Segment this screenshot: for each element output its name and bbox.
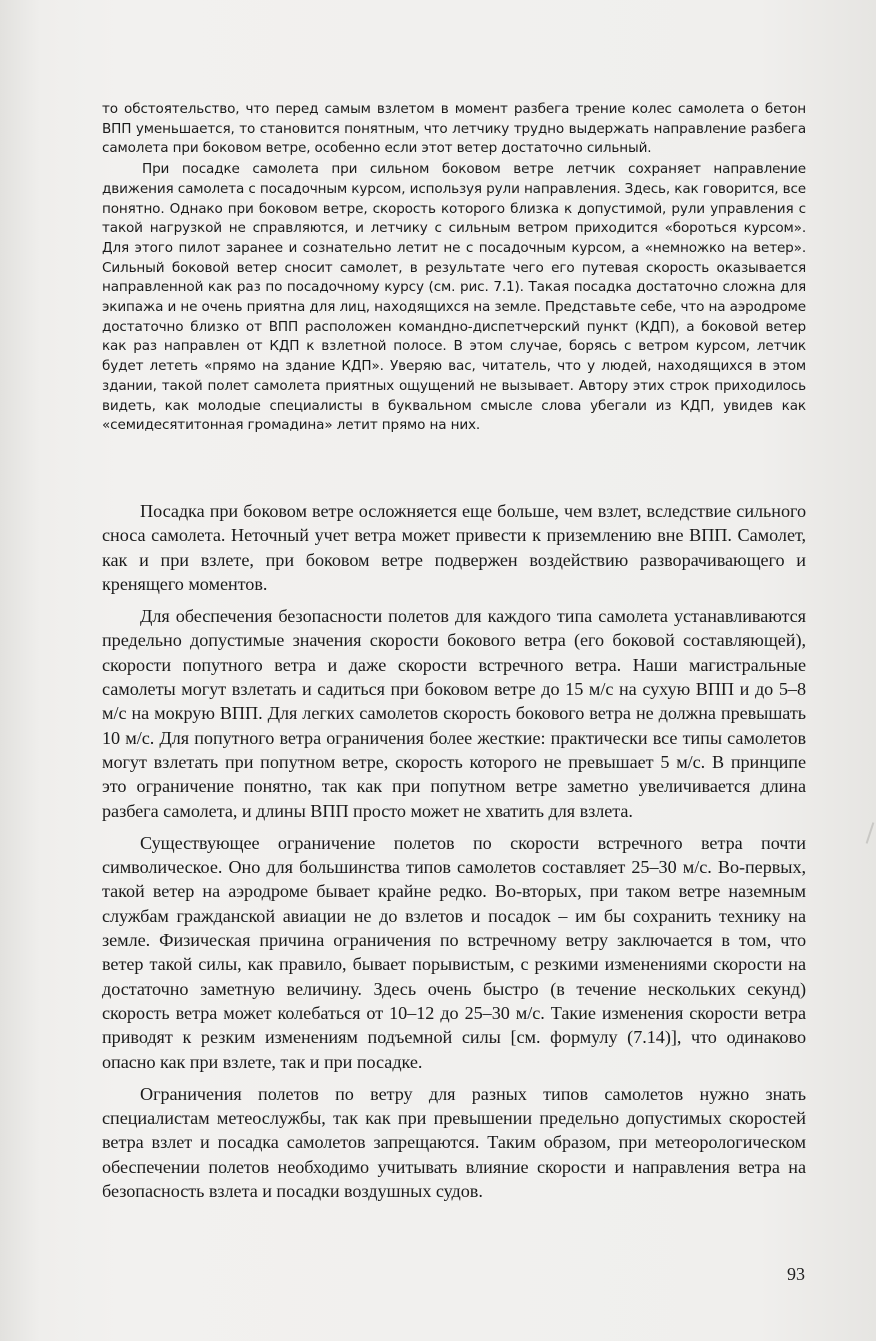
paragraph-landing-crosswind: При посадке самолета при сильном боковом ветре летчик сохраняет направление движения самолета с посадочным курсом, используя рули направления. Здесь, как говорится, все понятно. Однако при боковом ветре, скорость которого близка к допустимой, рули управления с такой нагрузкой не справляются, и летчику с сильным ветром приходится «бороться курсом». Для этого пилот заранее и сознательно летит не с посадочным курсом, а «немножко на ветер». Сильный боковой ветер сносит самолет, в результате чего его путевая скорость оказывается направленной как раз по посадочному курсу (см. рис. 7.1). Такая посадка достаточно сложна для экипажа и не очень приятна для лиц, находящихся на земле. Представьте себе, что на аэродроме достаточно близко от ВПП расположен командно-диспетчерский пункт (КДП), а боковой ветер как раз направлен от КДП к взлетной полосе. В этом случае, борясь с ветром курсом, летчик будет лететь «прямо на здание КДП». Уверяю вас, читатель, что у людей, находящихся в этом здании, такой полет самолета приятных ощущений не вызывает. Автору этих строк приходилось видеть, как молодые специалисты в буквальном смысле слова убегали из КДП, увидев как «семидесятитонная громадина» летит прямо на них. [102,161,806,434]
paragraph-continuation: то обстоятельство, что перед самым взлетом в момент разбега трение колес самолета о бетон ВПП уменьшается, то становится понятным, что летчику трудно выдержать направление разбега самолета при боковом ветре, особенно если этот ветер достаточно сильный. [102,101,806,157]
serif-text-block [102,499,806,1211]
paragraph-landing-drift: Посадка при боковом ветре осложняется еще больше, чем взлет, вследствие сильного сноса самолета. Неточный учет ветра может привести к приземлению вне ВПП. Самолет, как и при взлете, при боковом ветре подвержен воздействию разворачивающего и кренящего моментов. [102,501,806,594]
scan-mark [866,822,875,844]
page-number: 93 [787,1264,805,1284]
paragraph-headwind-limit: Существующее ограничение полетов по скорости встречного ветра почти символическое. Оно для большинства типов самолетов составляет 25–30 м/с. Во-первых, такой ветер на аэродроме бывает крайне редко. Во-вторых, при таком ветре наземным службам гражданской авиации не до взлетов и посадок – им бы сохранить технику на земле. Физическая причина ограничения по встречному ветру заключается в том, что ветер такой силы, как правило, бывает порывистым, с резкими изменениями скорости на достаточно заметную величину. Здесь очень быстро (в течение нескольких секунд) скорость ветра может колебаться от 10–12 до 25–30 м/с. Такие изменения скорости ветра приводят к резким изменениям подъемной силы [см. формулу (7.14)], что одинаково опасно как при взлете, так и при посадке. [102,832,806,1072]
paragraph-meteo-service: Ограничения полетов по ветру для разных типов самолетов нужно знать специалистам метеослужбы, так как при превышении предельно допустимых скоростей ветра взлет и посадка самолетов запрещаются. Таким образом, при метеорологическом обеспечении полетов необходимо учитывать влияние скорости и направления ветра на безопасность взлета и посадки воздушных судов. [102,1083,806,1202]
sans-text-block [102,100,806,436]
paragraph-wind-limits: Для обеспечения безопасности полетов для каждого типа самолета устанавливаются предельно допустимые значения скорости бокового ветра (его боковой составляющей), скорости попутного ветра и даже скорости встречного ветра. Наши магистральные самолеты могут взлетать и садиться при боковом ветре до 15 м/с на сухую ВПП и до 5–8 м/с на мокрую ВПП. Для легких самолетов скорость бокового ветра не должна превышать 10 м/с. Для попутного ветра ограничения более жесткие: практически все типы самолетов могут взлетать при попутном ветре, скорость которого не превышает 5 м/с. В принципе это ограничение понятно, так как при попутном ветре заметно увеличивается длина разбега самолета, и длины ВПП просто может не хватить для взлета. [102,606,806,821]
